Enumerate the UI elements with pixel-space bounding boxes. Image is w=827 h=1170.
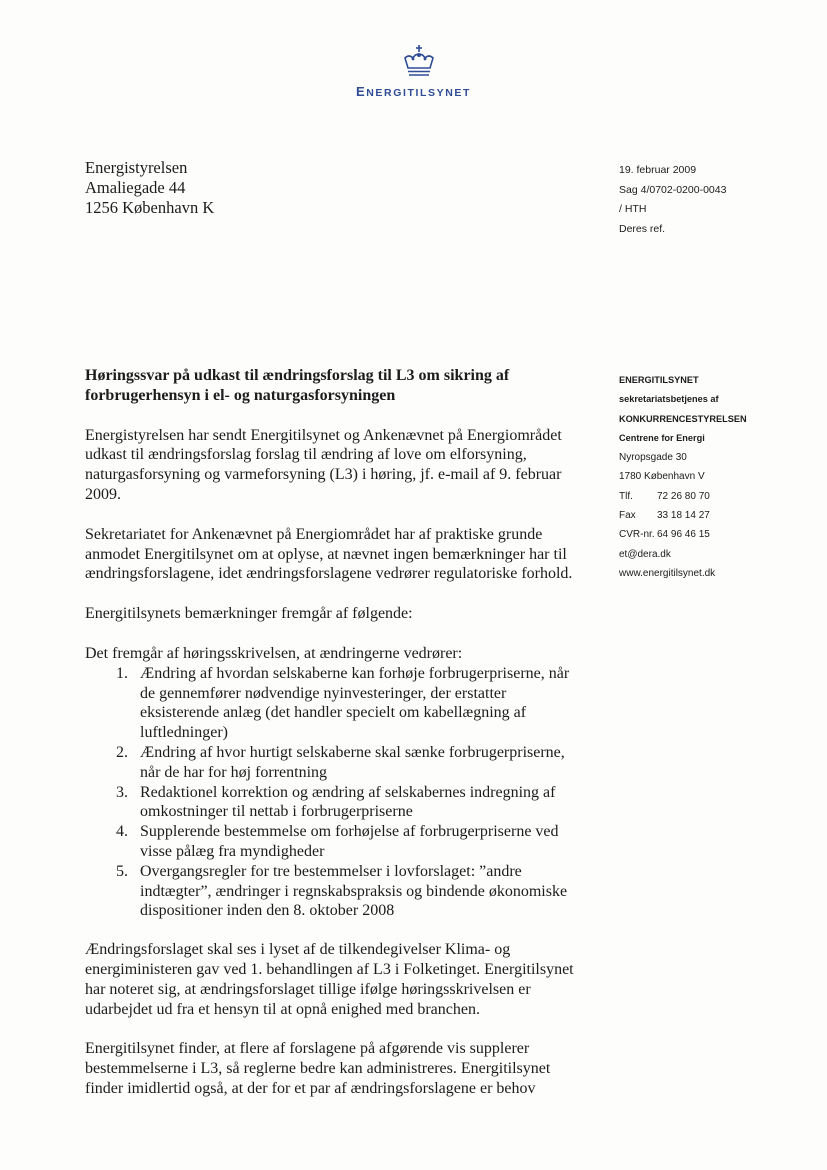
sender-website[interactable]: www.energitilsynet.dk: [619, 567, 716, 579]
sender-parent: KONKURRENCESTYRELSEN: [619, 413, 747, 424]
change-list: [85, 664, 585, 921]
crown-icon: [401, 44, 437, 78]
paragraph: Energitilsynets bemærkninger fremgår af følgende:: [85, 605, 413, 623]
initials: / HTH: [619, 203, 647, 215]
recipient-line: 1256 København K: [85, 198, 215, 217]
logo-wordmark: ENERGITILSYNET: [355, 84, 472, 99]
list-item: 3. Redaktionel korrektion og ændring af selskabernes indregning af omkostninger til nettab i forbrugerpriserne: [132, 783, 585, 823]
recipient-address: [85, 158, 214, 218]
sender-org: ENERGITILSYNET: [619, 375, 699, 385]
letter-meta: [619, 161, 726, 239]
paragraph: Det fremgår af høringsskrivelsen, at ændringerne vedrører:: [85, 644, 463, 662]
paragraph: Energitilsynet finder, at flere af forslagene på afgørende vis supplerer bestemmelserne i L3, så reglerne bedre kan administreres. Energitilsynet finder imidlertid også, at der for et par af ændringsforslagene er behov: [85, 1040, 551, 1097]
letter-date: 19. februar 2009: [619, 164, 697, 176]
list-item: 1. Ændring af hvordan selskaberne kan forhøje forbrugerpriserne, når de gennemfører nødvendige nyinvesteringer, der erstatter eksisterende anlæg (det handler specielt om kabellægning af luftledninger): [132, 664, 585, 743]
case-number: Sag 4/0702-0200-0043: [619, 183, 727, 196]
sender-sidebar: [619, 371, 819, 583]
list-item: 4. Supplerende bestemmelse om forhøjelse af forbrugerpriserne ved visse pålæg fra myndigheder: [132, 822, 585, 862]
paragraph: Energistyrelsen har sendt Energitilsynet og Ankenævnet på Energiområdet udkast til ændringsforslag forslag til ændring af love om elforsyning, naturgasforsyning og varmeforsyning (L3) i høring, jf. e-mail af 9. februar 2009.: [85, 426, 562, 503]
letter-heading: Høringssvar på udkast til ændringsforslag til L3 om sikring af forbrugerhensyn i el- og naturgasforsyningen: [85, 367, 510, 404]
sender-sub: sekretariatsbetjenes af: [619, 394, 719, 405]
their-reference: Deres ref.: [619, 222, 666, 235]
paragraph: Sekretariatet for Ankenævnet på Energiområdet har af praktiske grunde anmodet Energitilsynet om at oplyse, at nævnet ingen bemærkninger har til ændringsforslagene, idet ændringsforslagene vedrører regulatoriske forhold.: [85, 525, 573, 583]
sender-cvr: CVR-nr. 64 96 46 15: [619, 529, 710, 541]
sender-email[interactable]: et@dera.dk: [619, 548, 671, 560]
recipient-line: Amaliegade 44: [85, 178, 186, 197]
sender-street: Nyropsgade 30: [619, 452, 687, 464]
paragraph: Ændringsforslaget skal ses i lyset af de tilkendegivelser Klima- og energiministeren gav ved 1. behandlingen af L3 i Folketinget. Energitilsynet har noteret sig, at ændringsforslaget tillige ifølge høringsskrivelsen er udarbejdet ud fra et hensyn til at opnå enighed med branchen.: [85, 941, 574, 1018]
sender-phone: Tlf. 72 26 80 70: [619, 490, 710, 502]
list-item: 5. Overgangsregler for tre bestemmelser i lovforslaget: ”andre indtægter”, ændringer i regnskabspraksis og bindende økonomiske dispositioner inden den 8. oktober 2008: [132, 862, 585, 921]
sender-fax: Fax 33 18 14 27: [619, 510, 710, 522]
sender-city: 1780 København V: [619, 471, 705, 483]
letter-body: [85, 366, 585, 1119]
list-item: 2. Ændring af hvor hurtigt selskaberne skal sænke forbrugerpriserne, når de har for høj forrentning: [132, 743, 585, 783]
recipient-line: Energistyrelsen: [85, 158, 188, 177]
sender-unit: Centrene for Energi: [619, 432, 705, 443]
